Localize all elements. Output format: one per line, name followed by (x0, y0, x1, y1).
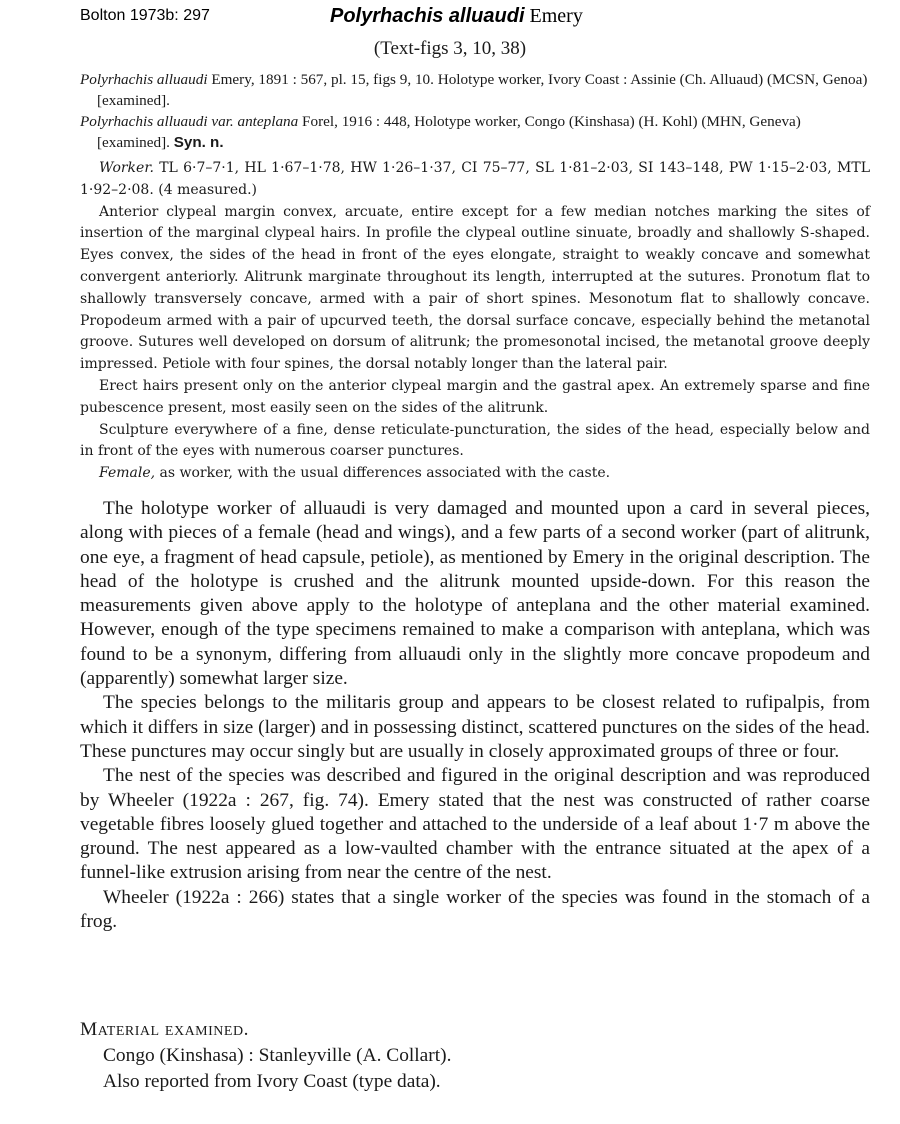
discussion-paragraph: The species belongs to the militaris group and appears to be closest related to rufipalpis, from which it differs in size (larger) and in possessing distinct, scattered punctures on the sides of the head. These punctures may occur singly but are usually in closely approximated groups of three or four. (80, 692, 870, 762)
female-text: as worker, with the usual differences associated with the caste. (159, 465, 611, 482)
material-locality: Congo (Kinshasa) : Stanleyville (A. Collart). (103, 1045, 452, 1066)
discussion-paragraph: Wheeler (1922a : 266) states that a single worker of the species was found in the stomach of a frog. (80, 886, 870, 933)
description-paragraph: Anterior clypeal margin convex, arcuate, entire except for a few median notches marking the sites of insertion of the marginal clypeal hairs. In profile the clypeal outline sinuate, broadly and shallowly S-shaped. Eyes convex, the sides of the head in front of the eyes elongate, straight to weakly concave and somewhat convergent anteriorly. Alitrunk marginate throughout its length, interrupted at the sutures. Pronotum flat to shallowly transversely concave, armed with a pair of short spines. Mesonotum flat to shallowly concave. Propodeum armed with a pair of upcurved teeth, the dorsal surface concave, especially behind the metanotal groove. Sutures well developed on dorsum of alitrunk; the promesonotal incised, the metanotal groove deeply impressed. Petiole with four spines, the dorsal notably longer than the lateral pair. (80, 203, 870, 373)
synonym-text: Emery, 1891 : 567, pl. 15, figs 9, 10. Holotype worker, Ivory Coast : Assinie (Ch. Alluaud) (MCSN, Genoa) [examined]. (97, 71, 868, 109)
discussion-paragraph: The holotype worker of alluaudi is very damaged and mounted upon a card in several pieces, along with pieces of a female (head and wings), and a few parts of a second worker (part of alitrunk, one eye, a fragment of head capsule, petiole), as mentioned by Emery in the original description. The head of the holotype is crushed and the alitrunk mounted upside-down. For this reason the measurements given above apply to the holotype of anteplana and the other material examined. However, enough of the type specimens remained to make a comparison with anteplana, which was found to be a synonym, differing from alluaudi only in the slightly more concave propodeum and (apparently) somewhat larger size. (80, 498, 870, 690)
description-section (80, 158, 870, 485)
species-name: Polyrhachis alluaudi (330, 5, 525, 27)
worker-label: Worker. (99, 160, 154, 176)
material-heading: Material examined. (80, 1019, 249, 1040)
discussion-section (80, 497, 870, 934)
species-author: Emery (529, 5, 583, 27)
material-examined-section (80, 1017, 870, 1095)
species-title (330, 5, 583, 28)
discussion-paragraph: The nest of the species was described and figured in the original description and was reproduced by Wheeler (1922a : 267, fig. 74). Emery stated that the nest was constructed of rather coarse vegetable fibres loosely glued together and attached to the underside of a leaf about 1·7 m above the ground. The nest appeared as a low-vaulted chamber with the entrance situated at the apex of a funnel-like extrusion arising from near the centre of the nest. (80, 765, 870, 884)
synonym-entry (80, 111, 870, 153)
material-note: Also reported from Ivory Coast (type data). (103, 1071, 441, 1092)
citation-reference: Bolton 1973b: 297 (80, 7, 210, 24)
synonym-name: Polyrhachis alluaudi (80, 71, 208, 88)
description-paragraph: Sculpture everywhere of a fine, dense reticulate-puncturation, the sides of the head, especially below and in front of the eyes with numerous coarser punctures. (80, 421, 870, 460)
female-description (80, 463, 870, 485)
synonym-name: Polyrhachis alluaudi var. anteplana (80, 113, 299, 130)
worker-measurements (80, 158, 870, 202)
measurements-text: TL 6·7–7·1, HL 1·67–1·78, HW 1·26–1·37, CI 75–77, SL 1·81–2·03, SI 143–148, PW 1·15–2·03, MTL 1·92–2·08. (4 measured.) (80, 160, 870, 198)
synonym-entry (80, 69, 870, 111)
female-label: Female, (99, 465, 156, 482)
synonym-status: Syn. n. (173, 134, 224, 151)
synonym-text: Forel, 1916 : 448, Holotype worker, Congo (Kinshasa) (H. Kohl) (MHN, Geneva) [examined]. (97, 113, 801, 151)
synonymy-list (80, 69, 870, 153)
figure-reference: (Text-figs 3, 10, 38) (373, 38, 527, 59)
description-paragraph: Erect hairs present only on the anterior clypeal margin and the gastral apex. An extremely sparse and fine pubescence present, most easily seen on the sides of the alitrunk. (80, 377, 870, 416)
